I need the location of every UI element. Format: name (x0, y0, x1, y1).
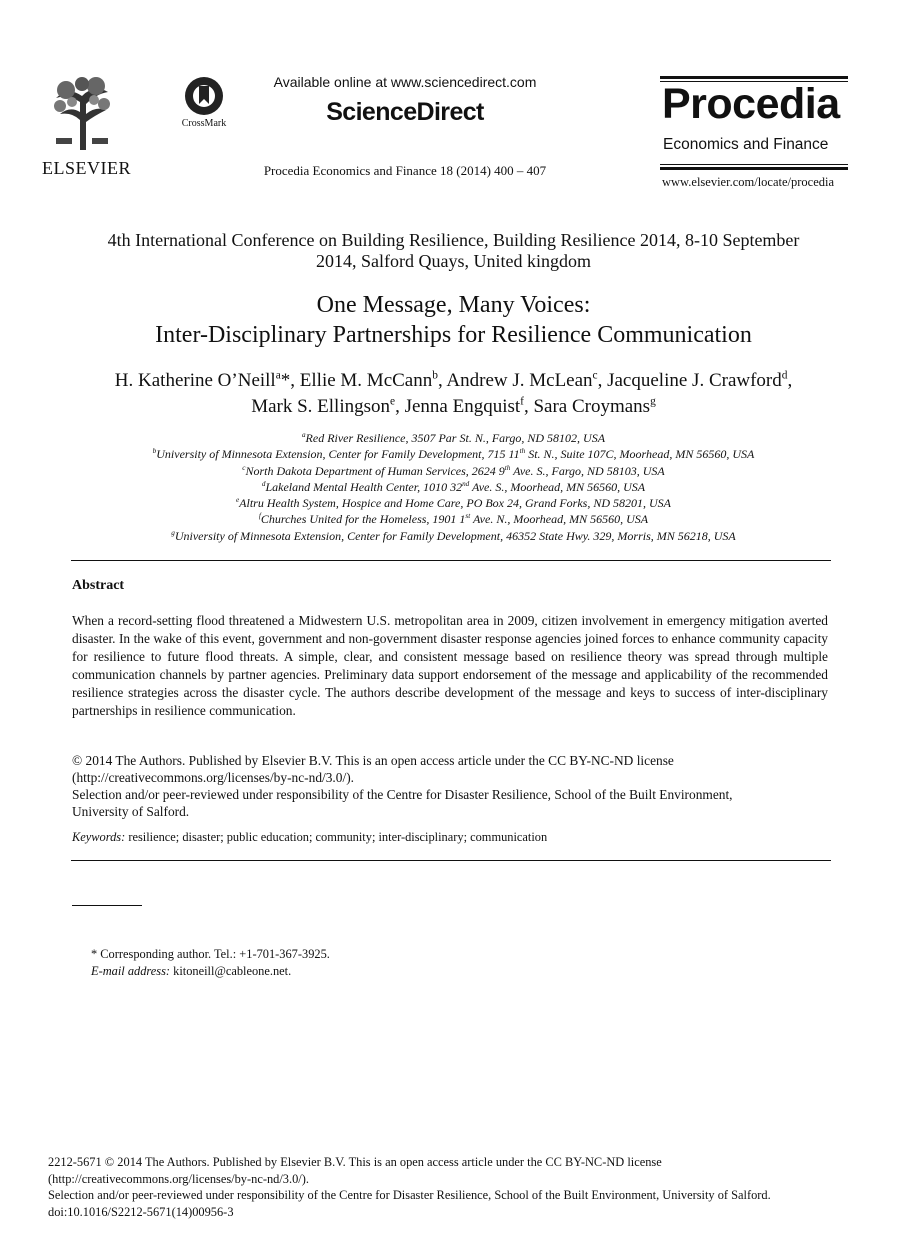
corresponding-author: * Corresponding author. Tel.: +1-701-367-3925. (91, 947, 330, 961)
keywords-label: Keywords: (72, 830, 126, 844)
author-affiliation-mark: d (781, 369, 788, 382)
publisher-wordmark: ELSEVIER (42, 158, 131, 178)
paper-title (40, 290, 867, 350)
available-online: Available online at www.sciencedirect.com (273, 74, 537, 90)
affiliation-item (40, 495, 867, 511)
author-affiliation-mark: a (275, 369, 281, 382)
affiliation-text: North Dakota Department of Human Services, 2624 9 (245, 463, 505, 478)
license-link[interactable]: (http://creativecommons.org/licenses/by-nc-nd/3.0/). (72, 770, 355, 785)
footer-license: 2212-5671 © 2014 The Authors. Published by Elsevier B.V. This is an open access article under the CC BY-NC-ND license (48, 1155, 662, 1169)
author-affiliation-mark: e (390, 395, 396, 408)
affiliation-text: St. N., Suite 107C, Moorhead, MN 56560, USA (525, 447, 755, 462)
affiliation-item (40, 479, 867, 495)
procedia-subtitle: Economics and Finance (663, 136, 829, 153)
affiliation-text: Ave. S., Fargo, ND 58103, USA (510, 463, 665, 478)
email-address[interactable]: kitoneill@cableone.net. (170, 964, 292, 978)
procedia-masthead (660, 76, 850, 191)
affiliation-text: Ave. N., Moorhead, MN 56560, USA (470, 512, 649, 527)
footer-peer-review: Selection and/or peer-reviewed under responsibility of the Centre for Disaster Resilience, School of the Built Environment, University of Salford. (48, 1188, 771, 1202)
peer-review-line: University of Salford. (72, 804, 190, 819)
masthead-rule-bottom-thin (660, 164, 848, 165)
author-line-1 (40, 368, 867, 394)
license-line: © 2014 The Authors. Published by Elsevier B.V. This is an open access article under the CC BY-NC-ND license (72, 753, 674, 768)
ordinal-suffix: th (519, 447, 526, 456)
affiliation-item (40, 463, 867, 479)
affiliation-text: Red River Resilience, 3507 Par St. N., Fargo, ND 58102, USA (305, 431, 606, 445)
author-affiliation-mark: f (520, 395, 524, 408)
license-block (72, 752, 832, 820)
conference-name (60, 230, 847, 272)
affiliation-list (40, 430, 867, 544)
abstract-top-rule (71, 560, 831, 561)
ordinal-suffix: st (465, 512, 471, 521)
affiliation-mark: b (152, 447, 157, 456)
elsevier-logo (24, 72, 149, 180)
paper-title-line-1: One Message, Many Voices: (316, 292, 591, 318)
author-list (40, 368, 867, 420)
abstract-heading: Abstract (72, 578, 125, 593)
author-name: Andrew J. McLean (446, 370, 593, 391)
email-label: E-mail address: (91, 964, 171, 978)
conference-line-2: 2014, Salford Quays, United kingdom (316, 251, 591, 271)
affiliation-item (40, 446, 867, 462)
affiliation-mark: c (242, 463, 246, 472)
affiliation-mark: d (261, 479, 266, 488)
elsevier-tree-icon (52, 76, 112, 150)
email-line (91, 963, 330, 980)
keywords-bottom-rule (71, 860, 831, 861)
sciencedirect-brand: ScienceDirect (326, 98, 484, 126)
footnote (91, 946, 330, 980)
author-affiliation-mark: g (650, 395, 656, 408)
crossmark-icon (184, 76, 224, 116)
affiliation-text: University of Minnesota Extension, Center for Family Development, 46352 State Hwy. 329, Morris, MN 56218, USA (174, 528, 736, 543)
author-name: Ellie M. McCann (299, 370, 433, 391)
author-separator: , (597, 370, 608, 391)
ordinal-suffix: th (504, 463, 511, 472)
author-separator: , (437, 370, 447, 391)
affiliation-text: Lakeland Mental Health Center, 1010 32 (265, 479, 463, 494)
author-name: Jenna Engquist (404, 396, 521, 417)
peer-review-line: Selection and/or peer-reviewed under responsibility of the Centre for Disaster Resilience, School of the Built Environment, (72, 787, 733, 802)
affiliation-mark: f (258, 512, 261, 521)
author-affiliation-mark: b (432, 369, 438, 382)
affiliation-text: Churches United for the Homeless, 1901 1 (260, 512, 466, 527)
crossmark-label: CrossMark (181, 118, 227, 129)
footer-doi[interactable]: doi:10.1016/S2212-5671(14)00956-3 (48, 1204, 234, 1219)
paper-title-line-2: Inter-Disciplinary Partnerships for Resilience Communication (155, 322, 752, 348)
affiliation-mark: g (171, 528, 175, 537)
crossmark-badge[interactable] (172, 76, 236, 136)
author-name: H. Katherine O’Neill (114, 370, 276, 391)
author-line-2 (40, 394, 867, 420)
journal-reference: Procedia Economics and Finance 18 (2014) 400 – 407 (263, 163, 547, 178)
author-separator: , (787, 370, 793, 391)
affiliation-item (40, 511, 867, 527)
conference-line-1: 4th International Conference on Building Resilience, Building Resilience 2014, 8-10 September (107, 230, 800, 250)
author-name: Mark S. Ellingson (251, 396, 391, 417)
ordinal-suffix: nd (462, 479, 470, 488)
affiliation-item (40, 528, 867, 544)
procedia-url[interactable]: www.elsevier.com/locate/procedia (662, 175, 835, 189)
abstract-body: When a record-setting flood threatened a Midwestern U.S. metropolitan area in 2009, citizen involvement in emergency mitigation averted disaster. In the wake of this event, government and non-government disaster response agencies joined forces to enhance community capacity for resilience to future flood threats. A simple, clear, and consistent message based on resilience theory was spread through multiple communication channels by partner agencies. Preliminary data support endorsement of the message and applicability of the recommended resilience strategies across the disaster cycle. The authors describe development of the message and keys to success of inter-disciplinary partnerships in resilience communication. (72, 613, 828, 718)
keywords-text: resilience; disaster; public education; community; inter-disciplinary; communication (125, 830, 548, 844)
author-separator: , (523, 396, 534, 417)
author-affiliation-mark: c (592, 369, 598, 382)
affiliation-mark: a (301, 431, 306, 439)
author-name: Sara Croymans (533, 396, 651, 417)
affiliation-text: University of Minnesota Extension, Center for Family Development, 715 11 (156, 447, 520, 462)
footnote-rule (72, 905, 142, 906)
affiliation-text: Ave. S., Moorhead, MN 56560, USA (469, 479, 646, 494)
author-separator: *, (280, 370, 300, 391)
affiliation-text: Altru Health System, Hospice and Home Care, PO Box 24, Grand Forks, ND 58201, USA (239, 496, 672, 511)
procedia-title: Procedia (662, 80, 840, 128)
masthead-rule-bottom (660, 167, 848, 170)
page-footer (48, 1154, 868, 1220)
affiliation-item (40, 430, 867, 446)
author-name: Jacqueline J. Crawford (607, 370, 782, 391)
keywords (72, 829, 832, 846)
affiliation-mark: e (235, 496, 240, 505)
masthead-rule-top (660, 76, 848, 79)
author-separator: , (395, 396, 405, 417)
footer-license-link[interactable]: (http://creativecommons.org/licenses/by-nc-nd/3.0/). (48, 1171, 309, 1186)
